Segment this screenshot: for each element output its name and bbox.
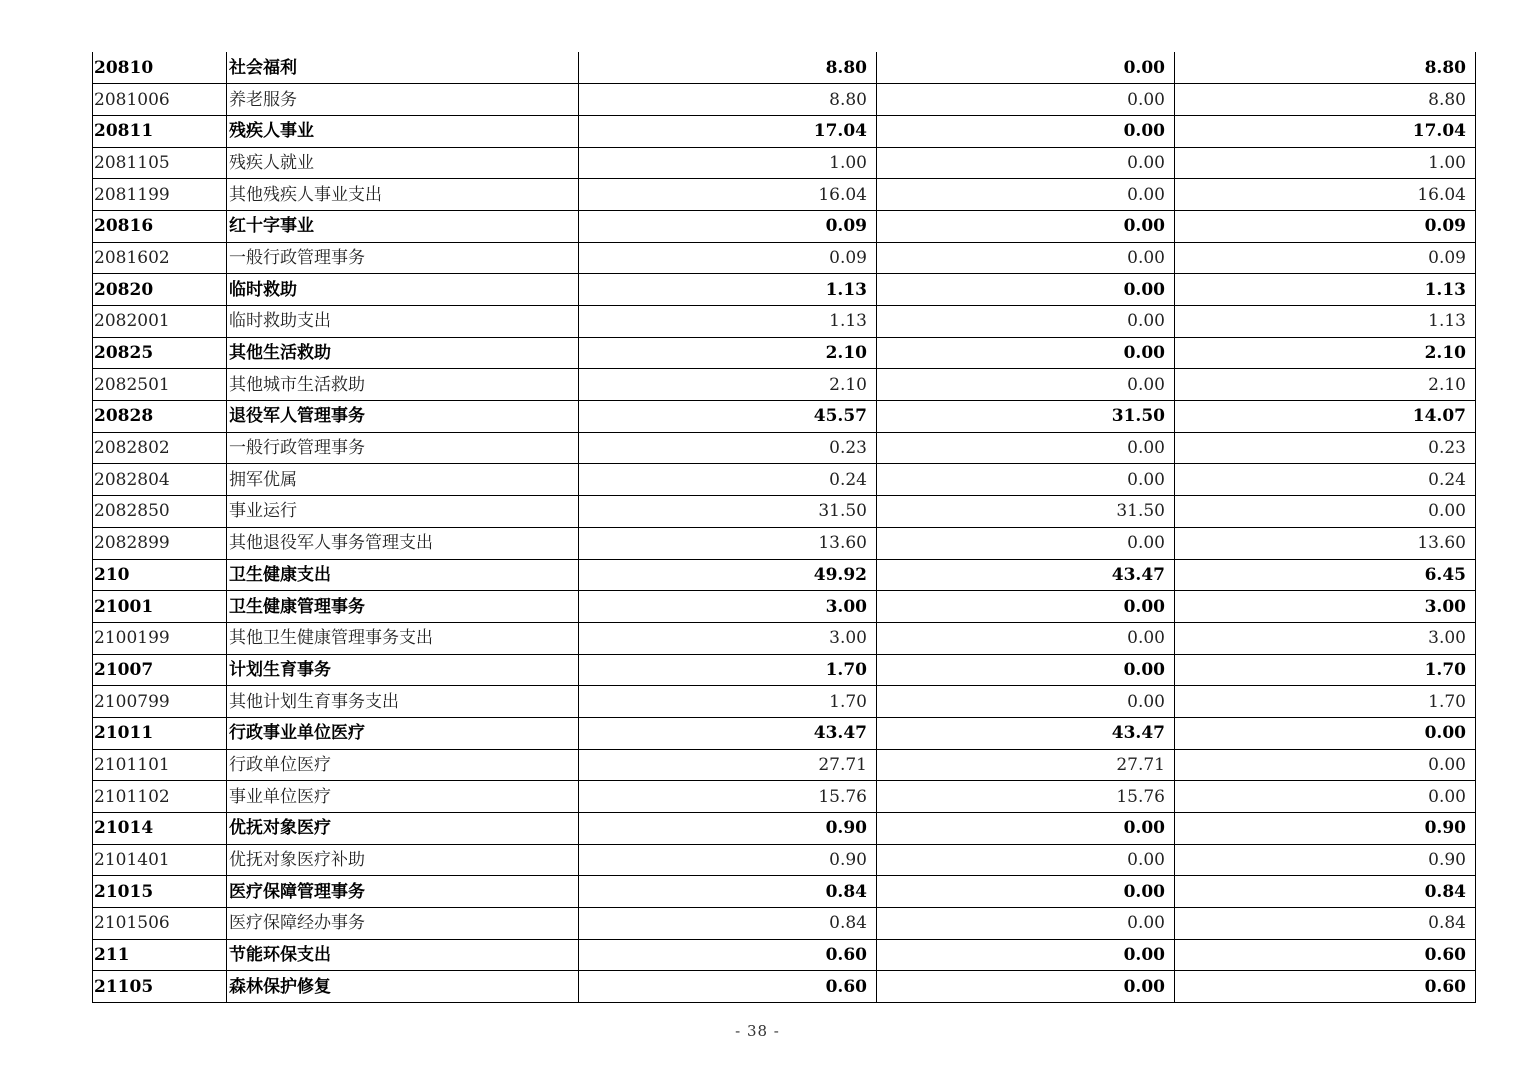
total-amount-cell: 15.76 [579,781,877,813]
table-row-item [93,147,1476,179]
table-row-category [93,210,1476,242]
subject-code-cell: 20828 [93,401,227,433]
project-expenditure-cell: 0.09 [1175,210,1476,242]
basic-expenditure-cell: 0.00 [877,337,1175,369]
subject-name-cell: 其他生活救助 [227,337,579,369]
basic-expenditure-cell: 0.00 [877,52,1175,84]
basic-expenditure-cell: 0.00 [877,306,1175,338]
total-amount-cell: 0.84 [579,908,877,940]
subject-code-cell: 2081199 [93,179,227,211]
table-row-item [93,908,1476,940]
subject-code-cell: 21105 [93,971,227,1003]
project-expenditure-cell: 6.45 [1175,559,1476,591]
subject-code-cell: 2082001 [93,306,227,338]
total-amount-cell: 1.00 [579,147,877,179]
project-expenditure-cell: 0.23 [1175,432,1476,464]
project-expenditure-cell: 0.90 [1175,844,1476,876]
table-row-category [93,274,1476,306]
subject-name-cell: 其他卫生健康管理事务支出 [227,622,579,654]
total-amount-cell: 16.04 [579,179,877,211]
subject-code-cell: 2101401 [93,844,227,876]
project-expenditure-cell: 1.00 [1175,147,1476,179]
table-row-item [93,749,1476,781]
subject-name-cell: 临时救助 [227,274,579,306]
basic-expenditure-cell: 0.00 [877,527,1175,559]
project-expenditure-cell: 3.00 [1175,622,1476,654]
total-amount-cell: 2.10 [579,369,877,401]
subject-code-cell: 2082501 [93,369,227,401]
total-amount-cell: 0.09 [579,210,877,242]
project-expenditure-cell: 0.60 [1175,939,1476,971]
table-row-item [93,496,1476,528]
total-amount-cell: 27.71 [579,749,877,781]
subject-name-cell: 其他残疾人事业支出 [227,179,579,211]
project-expenditure-cell: 0.90 [1175,813,1476,845]
project-expenditure-cell: 0.00 [1175,749,1476,781]
subject-name-cell: 其他城市生活救助 [227,369,579,401]
table-row-item [93,306,1476,338]
table-row-item [93,369,1476,401]
subject-name-cell: 社会福利 [227,52,579,84]
basic-expenditure-cell: 0.00 [877,813,1175,845]
total-amount-cell: 1.70 [579,654,877,686]
subject-code-cell: 2101101 [93,749,227,781]
total-amount-cell: 13.60 [579,527,877,559]
project-expenditure-cell: 17.04 [1175,115,1476,147]
table-row-item [93,844,1476,876]
subject-name-cell: 养老服务 [227,84,579,116]
table-row-category [93,876,1476,908]
subject-code-cell: 20811 [93,115,227,147]
subject-code-cell: 2082802 [93,432,227,464]
basic-expenditure-cell: 0.00 [877,591,1175,623]
table-row-category [93,717,1476,749]
total-amount-cell: 3.00 [579,591,877,623]
table-row-item [93,527,1476,559]
subject-code-cell: 20820 [93,274,227,306]
project-expenditure-cell: 1.13 [1175,306,1476,338]
basic-expenditure-cell: 15.76 [877,781,1175,813]
table-row-item [93,432,1476,464]
project-expenditure-cell: 1.70 [1175,654,1476,686]
table-row-category [93,337,1476,369]
total-amount-cell: 0.60 [579,971,877,1003]
subject-code-cell: 2100799 [93,686,227,718]
basic-expenditure-cell: 0.00 [877,939,1175,971]
subject-name-cell: 拥军优属 [227,464,579,496]
total-amount-cell: 0.60 [579,939,877,971]
subject-code-cell: 210 [93,559,227,591]
subject-code-cell: 2081006 [93,84,227,116]
subject-code-cell: 21014 [93,813,227,845]
table-body [93,52,1476,1003]
table-row-item [93,84,1476,116]
total-amount-cell: 0.90 [579,844,877,876]
total-amount-cell: 1.13 [579,274,877,306]
basic-expenditure-cell: 0.00 [877,622,1175,654]
total-amount-cell: 2.10 [579,337,877,369]
subject-name-cell: 残疾人事业 [227,115,579,147]
subject-name-cell: 红十字事业 [227,210,579,242]
subject-name-cell: 节能环保支出 [227,939,579,971]
total-amount-cell: 1.70 [579,686,877,718]
basic-expenditure-cell: 43.47 [877,717,1175,749]
subject-code-cell: 21011 [93,717,227,749]
subject-name-cell: 行政事业单位医疗 [227,717,579,749]
table-row-item [93,622,1476,654]
basic-expenditure-cell: 43.47 [877,559,1175,591]
subject-name-cell: 事业运行 [227,496,579,528]
subject-code-cell: 2081602 [93,242,227,274]
project-expenditure-cell: 0.84 [1175,876,1476,908]
basic-expenditure-cell: 27.71 [877,749,1175,781]
subject-name-cell: 一般行政管理事务 [227,432,579,464]
project-expenditure-cell: 2.10 [1175,337,1476,369]
table-row-category [93,939,1476,971]
subject-name-cell: 医疗保障经办事务 [227,908,579,940]
subject-code-cell: 2100199 [93,622,227,654]
subject-code-cell: 20825 [93,337,227,369]
table-row-item [93,464,1476,496]
project-expenditure-cell: 0.09 [1175,242,1476,274]
subject-code-cell: 2101506 [93,908,227,940]
basic-expenditure-cell: 0.00 [877,115,1175,147]
table-row-category [93,115,1476,147]
project-expenditure-cell: 3.00 [1175,591,1476,623]
subject-name-cell: 事业单位医疗 [227,781,579,813]
project-expenditure-cell: 16.04 [1175,179,1476,211]
basic-expenditure-cell: 0.00 [877,432,1175,464]
project-expenditure-cell: 0.00 [1175,496,1476,528]
basic-expenditure-cell: 0.00 [877,908,1175,940]
subject-name-cell: 医疗保障管理事务 [227,876,579,908]
table-row-category [93,971,1476,1003]
subject-name-cell: 退役军人管理事务 [227,401,579,433]
total-amount-cell: 8.80 [579,52,877,84]
project-expenditure-cell: 0.24 [1175,464,1476,496]
total-amount-cell: 3.00 [579,622,877,654]
basic-expenditure-cell: 0.00 [877,876,1175,908]
table-row-item [93,686,1476,718]
project-expenditure-cell: 1.13 [1175,274,1476,306]
total-amount-cell: 31.50 [579,496,877,528]
subject-code-cell: 2082804 [93,464,227,496]
table-row-category [93,559,1476,591]
table-row-category [93,813,1476,845]
subject-name-cell: 优抚对象医疗 [227,813,579,845]
subject-code-cell: 20816 [93,210,227,242]
total-amount-cell: 0.23 [579,432,877,464]
subject-code-cell: 211 [93,939,227,971]
project-expenditure-cell: 8.80 [1175,84,1476,116]
basic-expenditure-cell: 31.50 [877,401,1175,433]
subject-code-cell: 21001 [93,591,227,623]
subject-code-cell: 2081105 [93,147,227,179]
table-row-item [93,242,1476,274]
total-amount-cell: 45.57 [579,401,877,433]
page-number: - 38 - [735,1022,780,1040]
budget-expenditure-table [92,52,1476,1003]
basic-expenditure-cell: 0.00 [877,844,1175,876]
table-row-item [93,781,1476,813]
basic-expenditure-cell: 0.00 [877,464,1175,496]
basic-expenditure-cell: 0.00 [877,369,1175,401]
table-row-category [93,654,1476,686]
project-expenditure-cell: 0.84 [1175,908,1476,940]
table-row-category [93,52,1476,84]
subject-name-cell: 卫生健康支出 [227,559,579,591]
basic-expenditure-cell: 0.00 [877,686,1175,718]
basic-expenditure-cell: 0.00 [877,147,1175,179]
project-expenditure-cell: 0.00 [1175,717,1476,749]
project-expenditure-cell: 8.80 [1175,52,1476,84]
table-row-category [93,591,1476,623]
subject-name-cell: 行政单位医疗 [227,749,579,781]
subject-code-cell: 20810 [93,52,227,84]
basic-expenditure-cell: 0.00 [877,179,1175,211]
subject-code-cell: 2082850 [93,496,227,528]
subject-name-cell: 一般行政管理事务 [227,242,579,274]
subject-name-cell: 计划生育事务 [227,654,579,686]
subject-code-cell: 2101102 [93,781,227,813]
table-row-item [93,179,1476,211]
total-amount-cell: 43.47 [579,717,877,749]
total-amount-cell: 17.04 [579,115,877,147]
subject-code-cell: 21007 [93,654,227,686]
subject-name-cell: 卫生健康管理事务 [227,591,579,623]
basic-expenditure-cell: 0.00 [877,242,1175,274]
basic-expenditure-cell: 0.00 [877,210,1175,242]
subject-name-cell: 其他退役军人事务管理支出 [227,527,579,559]
total-amount-cell: 8.80 [579,84,877,116]
total-amount-cell: 1.13 [579,306,877,338]
project-expenditure-cell: 1.70 [1175,686,1476,718]
basic-expenditure-cell: 0.00 [877,274,1175,306]
basic-expenditure-cell: 0.00 [877,971,1175,1003]
total-amount-cell: 0.90 [579,813,877,845]
total-amount-cell: 0.24 [579,464,877,496]
subject-name-cell: 临时救助支出 [227,306,579,338]
total-amount-cell: 0.84 [579,876,877,908]
project-expenditure-cell: 0.60 [1175,971,1476,1003]
project-expenditure-cell: 14.07 [1175,401,1476,433]
subject-name-cell: 残疾人就业 [227,147,579,179]
project-expenditure-cell: 2.10 [1175,369,1476,401]
total-amount-cell: 0.09 [579,242,877,274]
subject-name-cell: 森林保护修复 [227,971,579,1003]
total-amount-cell: 49.92 [579,559,877,591]
basic-expenditure-cell: 31.50 [877,496,1175,528]
project-expenditure-cell: 0.00 [1175,781,1476,813]
basic-expenditure-cell: 0.00 [877,84,1175,116]
subject-code-cell: 21015 [93,876,227,908]
subject-code-cell: 2082899 [93,527,227,559]
subject-name-cell: 其他计划生育事务支出 [227,686,579,718]
table-row-category [93,401,1476,433]
basic-expenditure-cell: 0.00 [877,654,1175,686]
subject-name-cell: 优抚对象医疗补助 [227,844,579,876]
project-expenditure-cell: 13.60 [1175,527,1476,559]
